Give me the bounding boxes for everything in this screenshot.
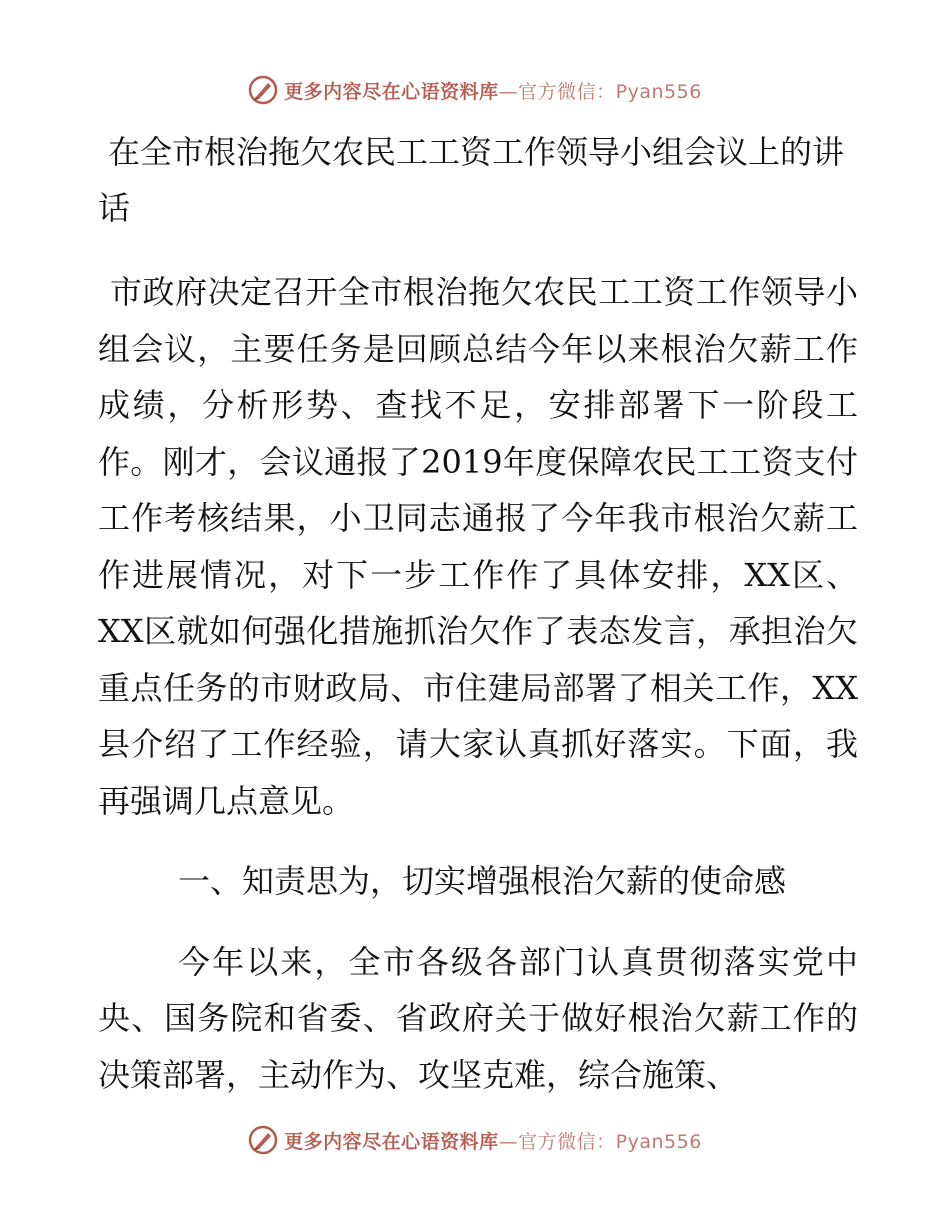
watermark-wechat-text: 官方微信：Pyan556 (518, 80, 702, 103)
watermark-separator: — (498, 80, 519, 103)
footer-watermark-banner (0, 1120, 950, 1160)
watermark-wechat-text: 官方微信：Pyan556 (518, 1130, 702, 1153)
header-watermark-banner (0, 70, 950, 110)
document-body (98, 124, 858, 1103)
section-heading-1: 一、知责思为，切实增强根治欠薪的使命感 (178, 862, 787, 900)
watermark-main-text: 更多内容尽在心语资料库 (284, 80, 499, 103)
paragraph-section-1: 今年以来，全市各级各部门认真贯彻落实党中央、国务院和省委、省政府关于做好根治欠薪工作的决策部署，主动作为、攻坚克难，综合施策、 (98, 942, 858, 1094)
watermark-text (284, 1127, 702, 1154)
paragraph-intro: 市政府决定召开全市根治拖欠农民工工资工作领导小组会议，主要任务是回顾总结今年以来根治欠薪工作成绩，分析形势、查找不足，安排部署下一阶段工作。刚才，会议通报了2019年度保障农民工工资支付工作考核结果，小卫同志通报了今年我市根治欠薪工作进展情况，对下一步工作作了具体安排，XX区、XX区就如何强化措施抓治欠作了表态发言，承担治欠重点任务的市财政局、市住建局部署了相关工作，XX县介绍了工作经验，请大家认真抓好落实。下面，我再强调几点意见。 (98, 273, 858, 820)
watermark-text (284, 77, 702, 104)
document-title: 在全市根治拖欠农民工工资工作领导小组会议上的讲话 (98, 133, 845, 227)
pen-logo-icon (248, 1125, 278, 1155)
pen-logo-icon (248, 75, 278, 105)
watermark-separator: — (498, 1130, 519, 1153)
watermark-main-text: 更多内容尽在心语资料库 (284, 1130, 499, 1153)
